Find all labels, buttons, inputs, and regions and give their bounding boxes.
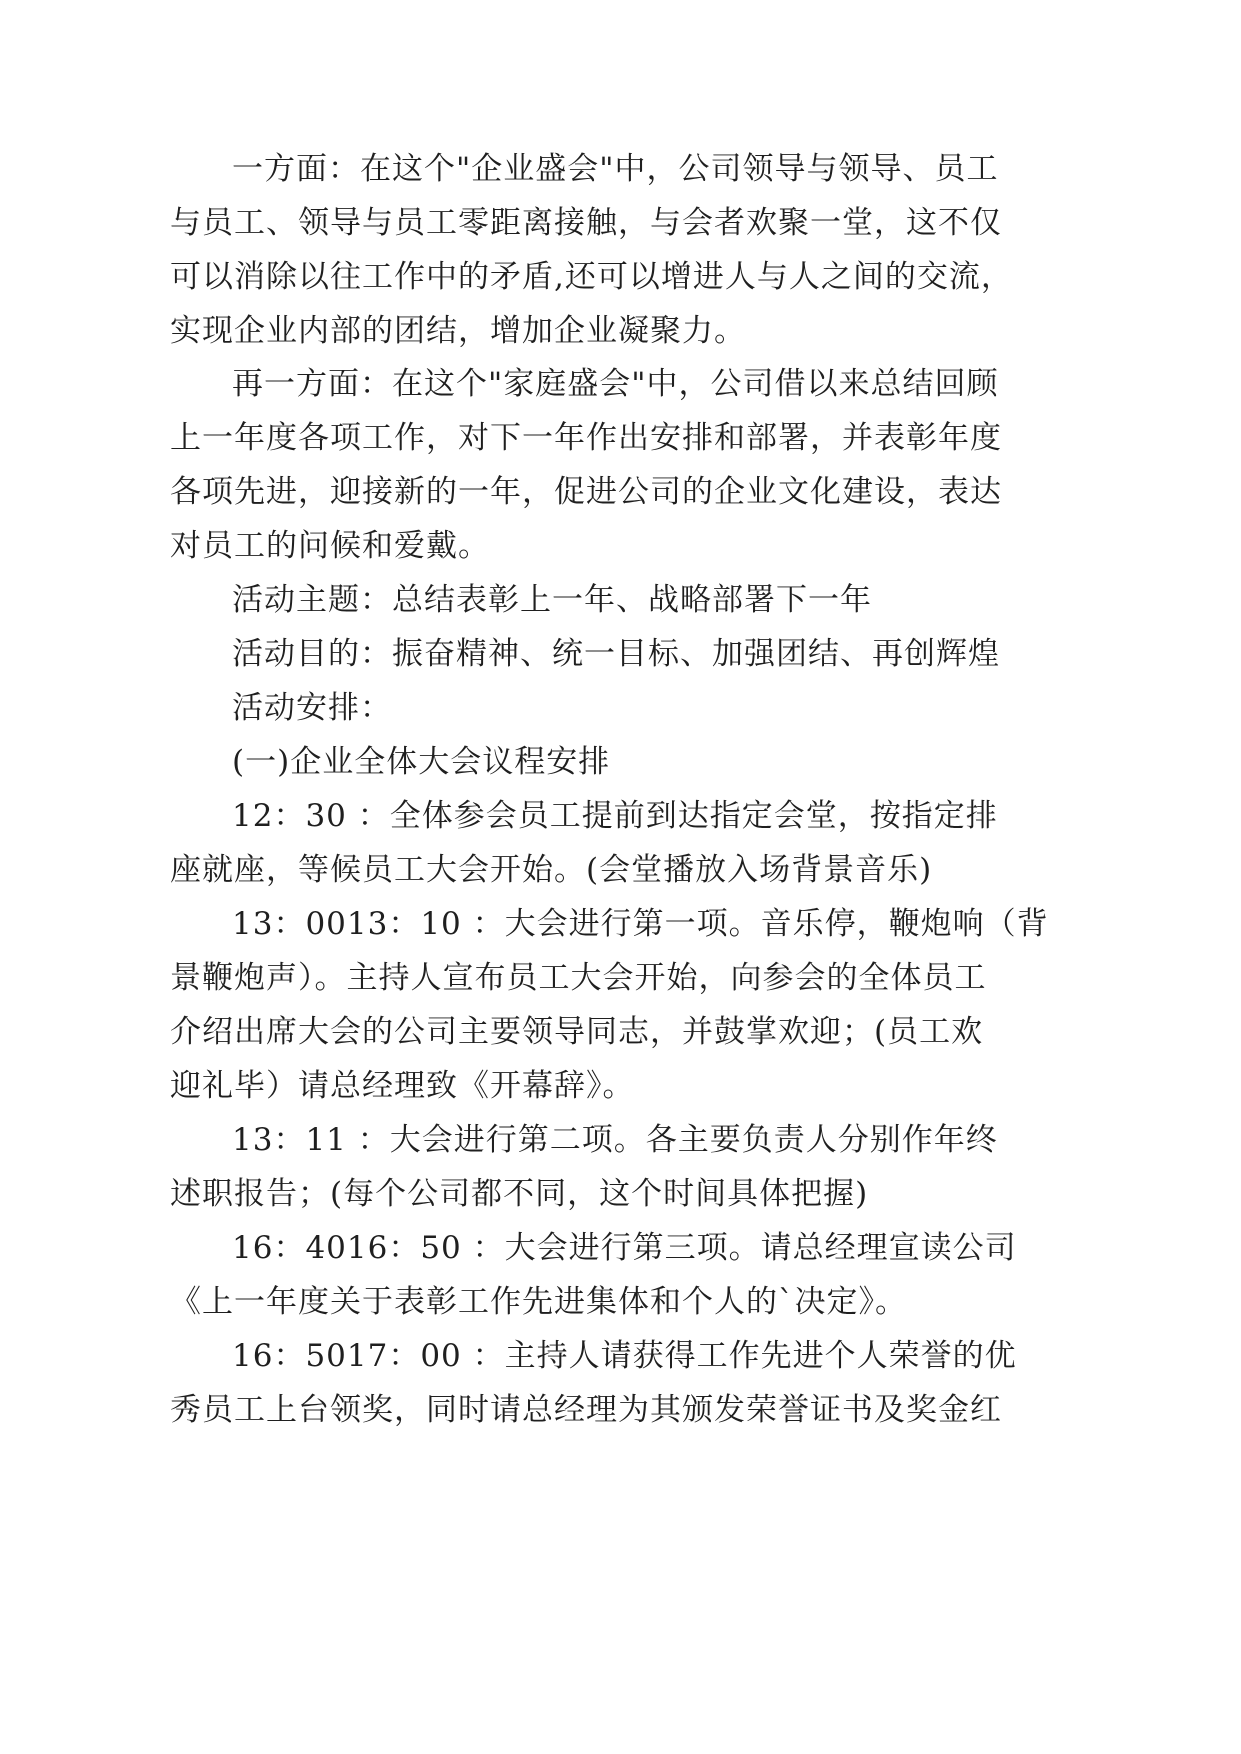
- activity-purpose: 活动目的：振奋精神、统一目标、加强团结、再创辉煌: [232, 636, 1000, 672]
- paragraph-line: 再一方面：在这个"家庭盛会"中，公司借以来总结回顾: [232, 366, 999, 402]
- agenda-item-line: 13：11 ：大会进行第二项。各主要负责人分别作年终: [232, 1122, 998, 1158]
- agenda-item-line: 《上一年度关于表彰工作先进集体和个人的`决定》。: [170, 1284, 907, 1320]
- agenda-item-line: 迎礼毕）请总经理致《开幕辞》。: [170, 1068, 635, 1104]
- paragraph-line: 与员工、领导与员工零距离接触，与会者欢聚一堂，这不仅: [170, 205, 1002, 241]
- paragraph-line: 一方面：在这个"企业盛会"中，公司领导与领导、员工: [232, 151, 999, 187]
- paragraph-line: 上一年度各项工作，对下一年作出安排和部署，并表彰年度: [170, 420, 1002, 456]
- activity-theme: 活动主题：总结表彰上一年、战略部署下一年: [232, 582, 872, 618]
- agenda-heading: (一)企业全体大会议程安排: [232, 744, 611, 780]
- paragraph-line: 可以消除以往工作中的矛盾,还可以增进人与人之间的交流，: [170, 259, 1013, 295]
- paragraph-line: 各项先进，迎接新的一年，促进公司的企业文化建设，表达: [170, 474, 1002, 510]
- agenda-item-line: 13：0013：10 ：大会进行第一项。音乐停，鞭炮响（背: [232, 906, 1049, 942]
- agenda-item-line: 座就座，等候员工大会开始。(会堂播放入场背景音乐): [170, 852, 933, 888]
- agenda-item-line: 述职报告；(每个公司都不同，这个时间具体把握): [170, 1176, 869, 1212]
- agenda-item-line: 秀员工上台领奖，同时请总经理为其颁发荣誉证书及奖金红: [170, 1392, 1002, 1428]
- activity-arrangement-heading: 活动安排：: [232, 690, 392, 726]
- agenda-item-line: 12：30 ：全体参会员工提前到达指定会堂，按指定排: [232, 798, 998, 834]
- agenda-item-line: 16：4016：50 ：大会进行第三项。请总经理宣读公司: [232, 1230, 1017, 1266]
- agenda-item-line: 景鞭炮声）。主持人宣布员工大会开始，向参会的全体员工: [170, 960, 987, 996]
- paragraph-line: 对员工的问候和爱戴。: [170, 528, 490, 564]
- agenda-item-line: 16：5017：00 ：主持人请获得工作先进个人荣誉的优: [232, 1338, 1017, 1374]
- agenda-item-line: 介绍出席大会的公司主要领导同志，并鼓掌欢迎；(员工欢: [170, 1014, 984, 1050]
- paragraph-line: 实现企业内部的团结，增加企业凝聚力。: [170, 313, 746, 349]
